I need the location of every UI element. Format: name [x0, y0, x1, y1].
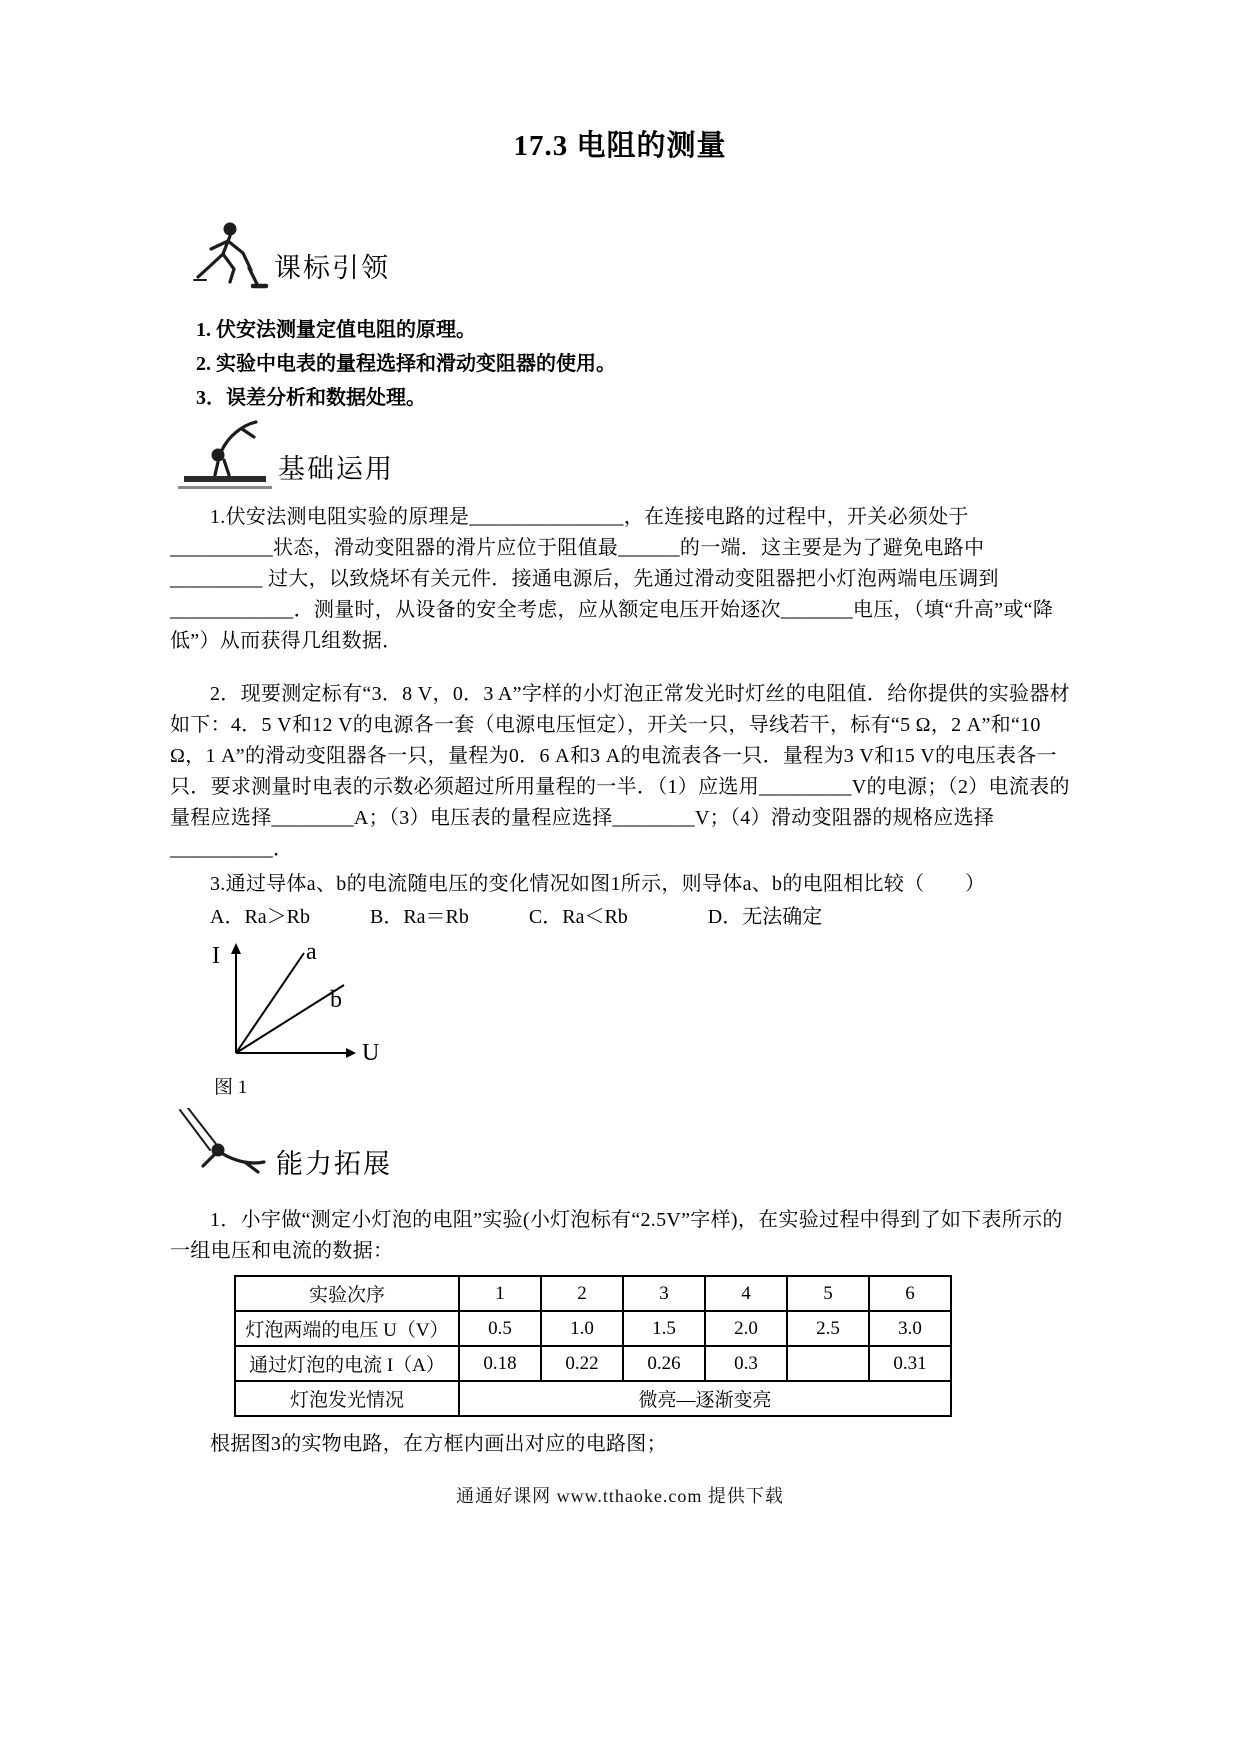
- table-cell: 2: [541, 1276, 623, 1311]
- table-cell: 2.5: [787, 1311, 869, 1346]
- table-cell: 通过灯泡的电流 I（A）: [235, 1346, 459, 1381]
- table-cell: 3.0: [869, 1311, 951, 1346]
- measurement-table: [234, 1275, 952, 1417]
- table-cell: 0.3: [705, 1346, 787, 1381]
- line-label-a: a: [306, 939, 317, 965]
- table-cell: 1: [459, 1276, 541, 1311]
- table-cell: 实验次序: [235, 1276, 459, 1311]
- table-cell: 灯泡发光情况: [235, 1381, 459, 1416]
- section-header-ability: [172, 1108, 1070, 1193]
- section-heading-guide: 课标引领: [274, 253, 390, 283]
- table-cell: 4: [705, 1276, 787, 1311]
- table-cell: [787, 1346, 869, 1381]
- section-header-basic: [176, 415, 1070, 498]
- guide-item: 1. 伏安法测量定值电阻的原理。: [196, 319, 476, 341]
- hockey-player-icon: [190, 218, 270, 297]
- guide-item: 3．误差分析和数据处理。: [196, 387, 426, 409]
- table-row-header: [235, 1276, 951, 1311]
- footer-text: 通通好课网 www.tthaoke.com 提供下载: [456, 1486, 784, 1506]
- axis-label-u: U: [362, 1040, 380, 1066]
- question-2: 2．现要测定标有“3．8 V，0．3 A”字样的小灯泡正常发光时灯丝的电阻值．给你提供的实验器材如下：4．5 V和12 V的电源各一套（电源电压恒定），开关一只，导线若干，标有“5 Ω，2 A”和“10 Ω，1 A”的滑动变阻器各一只，量程为0．6 A和3 A的电流表各一只．量程为3 V和15 V的电压表各一只．要求测量时电表的示数必须超过所用量程的一半．（1）应选用_________V的电源；（2）电流表的量程应选择________A；（3）电压表的量程应选择________V；（4）滑动变阻器的规格应选择__________．: [170, 683, 1070, 860]
- section-header-guide: [190, 218, 1070, 297]
- iv-graph-figure: [204, 937, 1070, 1100]
- gymnast-beam-icon: [176, 415, 274, 498]
- table-cell: 1.0: [541, 1311, 623, 1346]
- table-row-glow: [235, 1381, 951, 1416]
- table-row-current: [235, 1346, 951, 1381]
- guide-item: 2. 实验中电表的量程选择和滑动变阻器的使用。: [196, 353, 616, 375]
- table-cell-glow-value: 微亮—逐渐变亮: [459, 1381, 951, 1416]
- table-cell: 3: [623, 1276, 705, 1311]
- question-1: 1.伏安法测电阻实验的原理是_______________，在连接电路的过程中，开关必须处于__________状态，滑动变阻器的滑片应位于阻值最______的一端．这主要是为了避免电路中_________ 过大，以致烧坏有关元件．接通电源后，先通过滑动变阻器把小灯泡两端电压调到____________．测量时，从设备的安全考虑，应从额定电压开始逐次_______电压，（填“升高”或“降低”）从而获得几组数据．: [170, 506, 1054, 652]
- table-cell: 0.18: [459, 1346, 541, 1381]
- table-cell: 0.5: [459, 1311, 541, 1346]
- section-heading-ability: 能力拓展: [276, 1149, 392, 1179]
- gymnast-swing-icon: [172, 1108, 272, 1193]
- table-cell: 6: [869, 1276, 951, 1311]
- table-cell: 1.5: [623, 1311, 705, 1346]
- table-cell: 灯泡两端的电压 U（V）: [235, 1311, 459, 1346]
- table-cell: 5: [787, 1276, 869, 1311]
- figure-caption: 图 1: [214, 1077, 248, 1098]
- iv-graph: [204, 937, 394, 1071]
- ability-intro: 1．小宇做“测定小灯泡的电阻”实验(小灯泡标有“2.5V”字样)，在实验过程中得到了如下表所示的一组电压和电流的数据：: [170, 1209, 1063, 1262]
- question-3: 3.通过导体a、b的电流随电压的变化情况如图1所示，则导体a、b的电阻相比较（ ）: [210, 873, 986, 895]
- question-3-options: A．Ra＞Rb B．Ra＝Rb C．Ra＜Rb D．无法确定: [210, 906, 823, 928]
- table-cell: 0.26: [623, 1346, 705, 1381]
- table-row-voltage: [235, 1311, 951, 1346]
- guide-list: [196, 313, 1070, 415]
- section-heading-basic: 基础运用: [278, 454, 394, 484]
- axis-label-i: I: [212, 943, 220, 969]
- table-cell: 0.22: [541, 1346, 623, 1381]
- line-label-b: b: [330, 987, 342, 1013]
- table-cell: 0.31: [869, 1346, 951, 1381]
- table-cell: 2.0: [705, 1311, 787, 1346]
- circuit-note: 根据图3的实物电路，在方框内画出对应的电路图；: [210, 1433, 667, 1455]
- page-title: 17.3 电阻的测量: [513, 130, 727, 162]
